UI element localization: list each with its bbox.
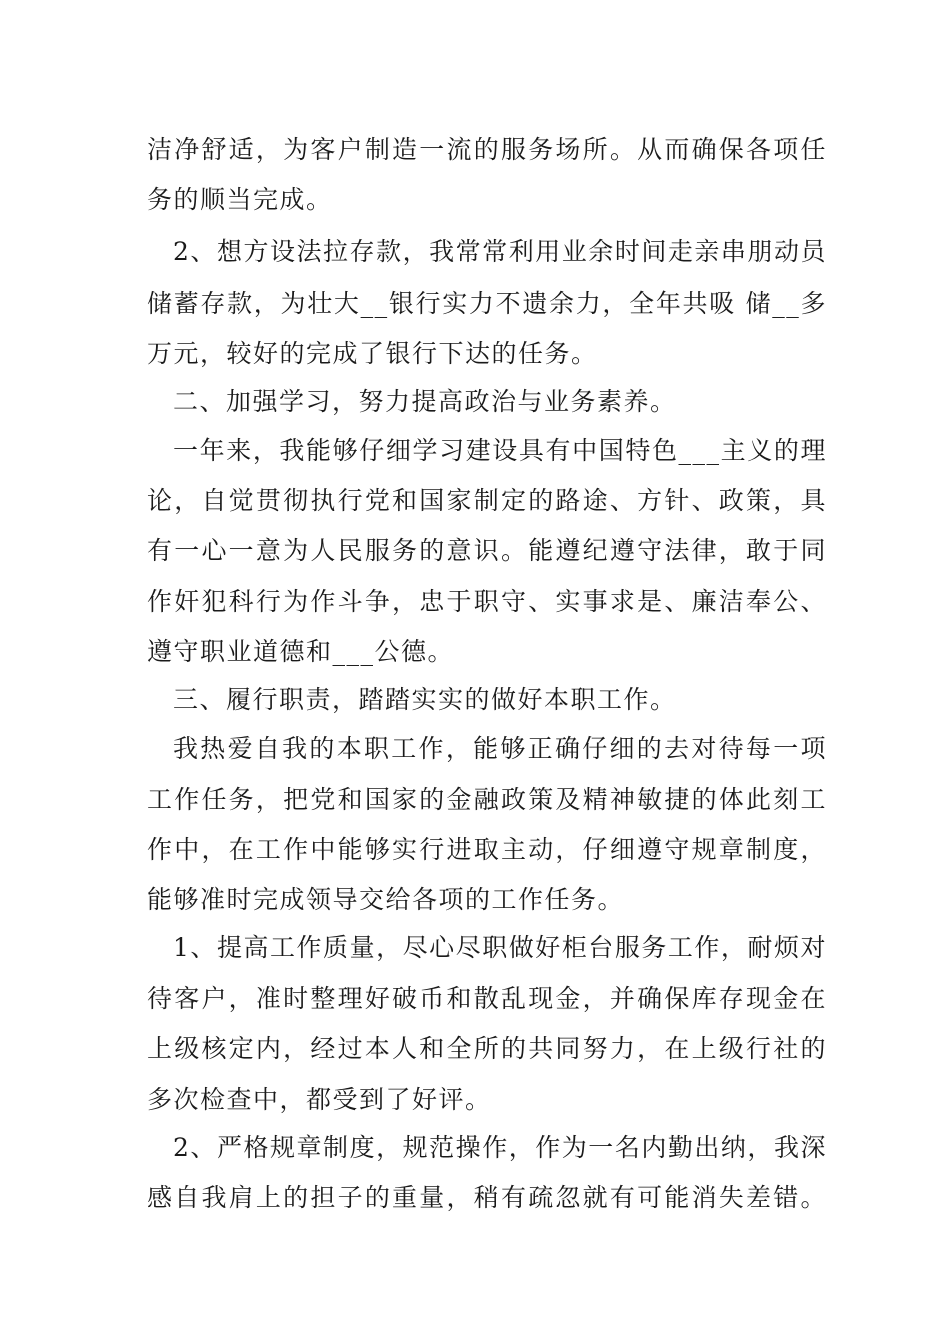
- text-line: 能够准时完成领导交给各项的工作任务。: [147, 885, 625, 914]
- text-line: 1、提高工作质量，尽心尽职做好柜台服务工作，耐烦对: [173, 933, 827, 962]
- text-line: 我热爱自我的本职工作，能够正确仔细的去对待每一项: [173, 734, 827, 763]
- text-line: 工作任务，把党和国家的金融政策及精神敏捷的体此刻工: [147, 785, 827, 814]
- text-line: 论，自觉贯彻执行党和国家制定的路途、方针、政策，具: [147, 486, 827, 515]
- text-line: 作奸犯科行为作斗争，忠于职守、实事求是、廉洁奉公、: [147, 587, 827, 616]
- text-line: 多次检查中，都受到了好评。: [147, 1085, 492, 1114]
- text-line: 2、想方设法拉存款，我常常利用业余时间走亲串朋动员: [173, 237, 827, 266]
- text-line: 感自我肩上的担子的重量，稍有疏忽就有可能消失差错。: [147, 1183, 827, 1212]
- text-line: 洁净舒适，为客户制造一流的服务场所。从而确保各项任: [147, 135, 827, 164]
- text-line: 一年来，我能够仔细学习建设具有中国特色___主义的理: [173, 436, 827, 465]
- text-line: 务的顺当完成。: [147, 185, 333, 214]
- text-line: 万元，较好的完成了银行下达的任务。: [147, 339, 598, 368]
- text-line: 遵守职业道德和___公德。: [147, 637, 455, 666]
- text-line: 有一心一意为人民服务的意识。能遵纪遵守法律，敢于同: [147, 536, 827, 565]
- section-heading: 三、履行职责，踏踏实实的做好本职工作。: [173, 685, 677, 714]
- text-line: 待客户，准时整理好破币和散乱现金，并确保库存现金在: [147, 984, 827, 1013]
- section-heading: 二、加强学习，努力提高政治与业务素养。: [173, 387, 677, 416]
- text-line: 2、严格规章制度，规范操作，作为一名内勤出纳，我深: [173, 1133, 827, 1162]
- text-line: 上级核定内，经过本人和全所的共同努力，在上级行社的: [147, 1034, 827, 1063]
- text-line: 作中，在工作中能够实行进取主动，仔细遵守规章制度，: [147, 835, 827, 864]
- text-line: 储蓄存款，为壮大__银行实力不遗余力，全年共吸 储__多: [147, 289, 827, 318]
